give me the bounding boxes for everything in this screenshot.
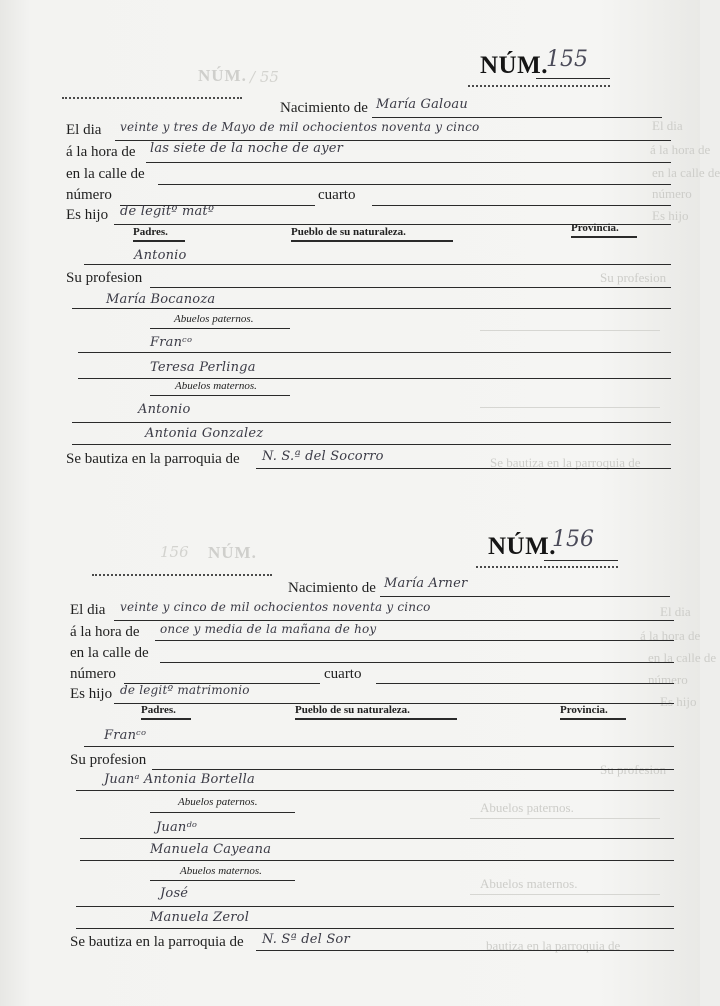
paternal-grandfather: Franᶜᵒ — [150, 335, 193, 350]
bleed-text: Se bautiza en la parroquia de — [490, 455, 641, 470]
abuelos-maternos-label: Abuelos maternos. — [180, 865, 262, 877]
parroquia-label: Se bautiza en la parroquia de — [66, 451, 240, 467]
record-number-label: NÚM. — [480, 52, 548, 79]
es-hijo-label: Es hijo — [66, 207, 109, 223]
es-hijo-label: Es hijo — [70, 686, 113, 702]
bleed-text: El dia — [660, 604, 691, 619]
profesion-label: Su profesion — [70, 752, 147, 768]
bleed-line — [470, 818, 660, 819]
birth-date: veinte y tres de Mayo de mil ochocientos noventa y cinco — [120, 120, 480, 134]
bleed-text: á la hora de — [640, 628, 701, 643]
numero-label: número — [70, 666, 116, 682]
parish: N. Sª del Sor — [262, 932, 350, 947]
calle-label: en la calle de — [66, 166, 145, 182]
bleed-line — [480, 407, 660, 408]
legitimacy: de legitº matrimonio — [120, 683, 250, 697]
birth-date: veinte y cinco de mil ochocientos noventa y cinco — [120, 600, 431, 614]
profesion-label: Su profesion — [66, 270, 143, 286]
parroquia-label: Se bautiza en la parroquia de — [70, 934, 244, 950]
record-number-label: NÚM. — [488, 533, 556, 560]
padres-header: Padres. — [133, 226, 168, 238]
abuelos-paternos-label: Abuelos paternos. — [174, 313, 254, 325]
provincia-header: Provincia. — [560, 704, 608, 716]
paternal-grandmother: Teresa Perlinga — [150, 360, 256, 375]
bleed-text: bautiza en la parroquia de — [486, 938, 621, 953]
el-dia-label: El dia — [70, 602, 106, 618]
mother-name: Juanᵃ Antonia Bortella — [104, 772, 255, 787]
bleed-line — [480, 330, 660, 331]
maternal-grandmother: Manuela Zerol — [150, 910, 250, 925]
child-name: María Arner — [384, 576, 468, 591]
dotted-rule — [62, 97, 242, 99]
abuelos-maternos-label: Abuelos maternos. — [175, 380, 257, 392]
ghost-num-stamp: NÚM. — [198, 66, 247, 85]
paternal-grandmother: Manuela Cayeana — [150, 842, 272, 857]
pueblo-header: Pueblo de su naturaleza. — [291, 226, 406, 238]
child-name: María Galoau — [376, 97, 468, 112]
ghost-num-stamp-2: NÚM. — [208, 543, 257, 562]
bleed-text: El dia — [652, 118, 683, 133]
bleed-text: Es hijo — [660, 694, 697, 709]
dotted-rule — [468, 85, 610, 87]
bleed-text: en la calle de — [652, 165, 720, 180]
ghost-handwriting: / 55 — [250, 68, 279, 86]
nacimiento-label: Nacimiento de — [280, 100, 368, 116]
provincia-header: Provincia. — [571, 222, 619, 234]
bleed-text: número — [648, 672, 688, 687]
bleed-text: Su profesion — [600, 762, 667, 777]
hora-label: á la hora de — [70, 624, 140, 640]
legitimacy: de legitº matº — [120, 204, 215, 219]
cuarto-label: cuarto — [318, 187, 356, 203]
bleed-text: Es hijo — [652, 208, 689, 223]
ghost-handwriting-2: 156 — [160, 543, 189, 561]
dotted-rule — [92, 574, 272, 576]
numero-label: número — [66, 187, 112, 203]
pueblo-header: Pueblo de su naturaleza. — [295, 704, 410, 716]
hora-label: á la hora de — [66, 144, 136, 160]
padres-header: Padres. — [141, 704, 176, 716]
father-name: Franᶜᵒ — [104, 728, 147, 743]
record-number: 156 — [552, 527, 594, 552]
maternal-grandfather: José — [160, 886, 189, 901]
bleed-text: Abuelos paternos. — [480, 800, 574, 815]
paternal-grandfather: Juanᵈᵒ — [156, 820, 198, 835]
abuelos-paternos-label: Abuelos paternos. — [178, 796, 258, 808]
bleed-line — [470, 894, 660, 895]
cuarto-label: cuarto — [324, 666, 362, 682]
father-name: Antonio — [134, 248, 187, 263]
bleed-text: número — [652, 186, 692, 201]
maternal-grandmother: Antonia Gonzalez — [145, 426, 264, 441]
maternal-grandfather: Antonio — [138, 402, 191, 417]
bleed-text: á la hora de — [650, 142, 711, 157]
record-number: 155 — [546, 47, 588, 72]
bleed-text: Su profesion — [600, 270, 667, 285]
birth-hour: las siete de la noche de ayer — [150, 141, 344, 156]
parish: N. S.ª del Socorro — [262, 449, 384, 464]
el-dia-label: El dia — [66, 122, 102, 138]
calle-label: en la calle de — [70, 645, 149, 661]
dotted-rule — [476, 566, 618, 568]
mother-name: María Bocanoza — [106, 292, 216, 307]
nacimiento-label: Nacimiento de — [288, 580, 376, 596]
bleed-text: en la calle de — [648, 650, 717, 665]
bleed-text: Abuelos maternos. — [480, 876, 578, 891]
birth-hour: once y media de la mañana de hoy — [160, 622, 377, 636]
